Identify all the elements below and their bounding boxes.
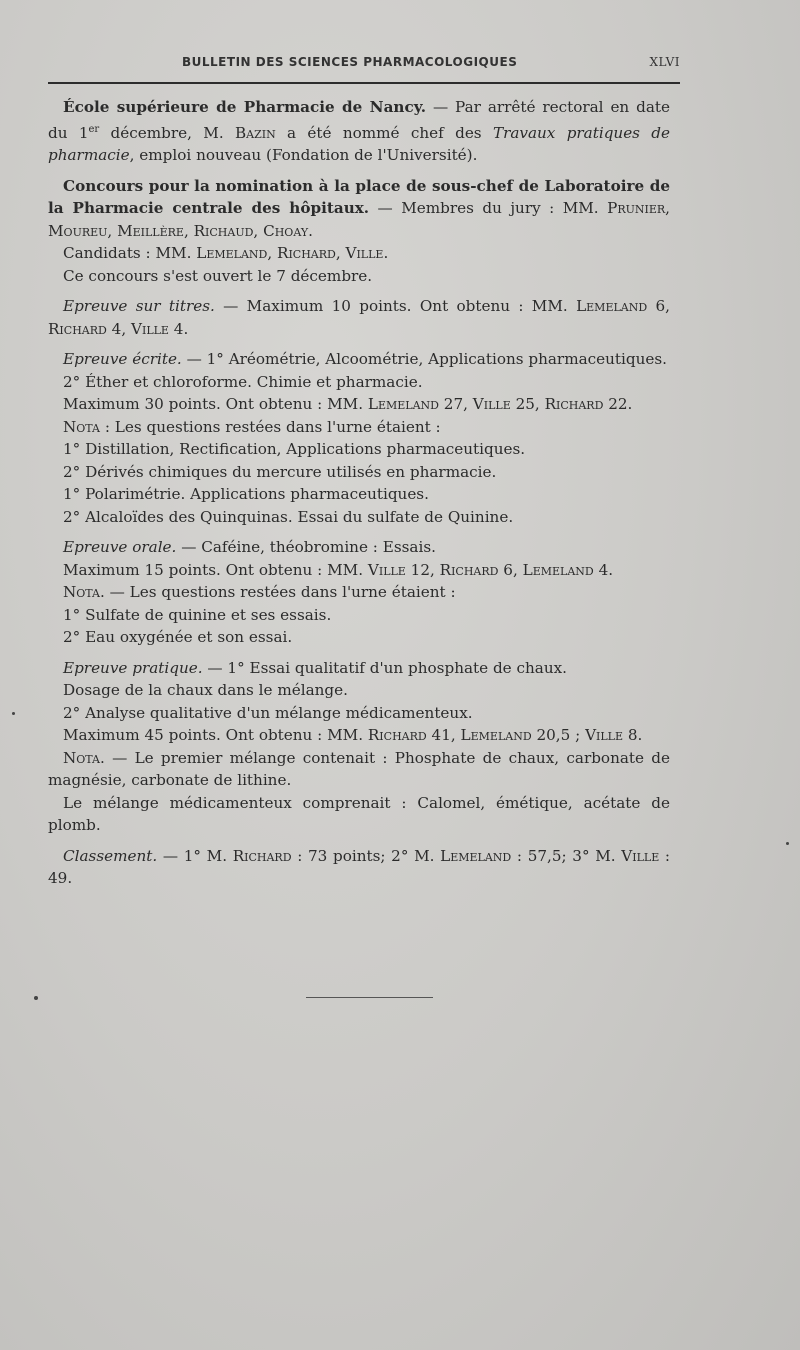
ecrite-paragraph: Epreuve écrite. — 1° Aréométrie, Alcoométrie, Applications pharmaceutiques. [63, 350, 667, 369]
ink-speck [786, 842, 789, 845]
ecrite-question: 2° Dérivés chimiques du mercure utilisés en pharmacie. [63, 462, 497, 481]
orale-results: Maximum 15 points. Ont obtenu : MM. Ville 12, Richard 6, Lemeland 4. [63, 560, 614, 579]
ecrite-results: Maximum 30 points. Ont obtenu : MM. Lemeland 27, Ville 25, Richard 22. [63, 395, 633, 414]
orale-nota: Nota. — Les questions restées dans l'urne étaient : [63, 583, 456, 602]
ecrite-question: 2° Alcaloïdes des Quinquinas. Essai du sulfate de Quinine. [63, 507, 514, 526]
orale-label: Epreuve orale. [63, 538, 177, 557]
running-header [48, 52, 680, 76]
header-rule [48, 82, 680, 84]
nancy-heading: École supérieure de Pharmacie de Nancy. [63, 98, 427, 116]
ecrite-line: 2° Éther et chloroforme. Chimie et pharmacie. [63, 372, 423, 391]
ecrite-label: Epreuve écrite. [63, 350, 182, 369]
pratique-line: 2° Analyse qualitative d'un mélange médicamenteux. [63, 703, 473, 722]
classement-label: Classement. [63, 846, 158, 865]
ink-speck [12, 712, 15, 715]
orale-question: 1° Sulfate de quinine et ses essais. [63, 605, 332, 624]
ecrite-nota: Nota : Les questions restées dans l'urne étaient : [63, 417, 441, 436]
page-number: XLVI [649, 55, 680, 69]
pratique-paragraph: Epreuve pratique. — 1° Essai qualitatif d'un phosphate de chaux. [63, 658, 568, 677]
nancy-paragraph: École supérieure de Pharmacie de Nancy. — Par arrêté rectoral en date du 1er décembre, M. Bazin a été nommé chef des Travaux pratiques de pharmacie, emploi nouveau (Fondation de l'Université). [48, 98, 671, 165]
journal-title: BULLETIN DES SCIENCES PHARMACOLOGIQUES [182, 55, 518, 69]
ecrite-question: 1° Distillation, Rectification, Applications pharmaceutiques. [63, 440, 526, 459]
ecrite-question: 1° Polarimétrie. Applications pharmaceutiques. [63, 485, 429, 504]
orale-paragraph: Epreuve orale. — Caféine, théobromine : Essais. [63, 538, 436, 557]
candidats-line: Candidats : MM. Lemeland, Richard, Ville. [63, 244, 389, 263]
jury-names: Prunier, Moureu, Meillère, Richaud, Choay. [48, 199, 670, 240]
closing-rule [306, 997, 433, 998]
pratique-second: Le mélange médicamenteux comprenait : Calomel, émétique, acétate de plomb. [48, 793, 670, 835]
pratique-nota: Nota. — Le premier mélange contenait : Phosphate de chaux, carbonate de magnésie, carbonate de lithine. [48, 748, 670, 790]
ouverture-line: Ce concours s'est ouvert le 7 décembre. [63, 266, 373, 285]
concours-heading: Concours pour la nomination à la place de sous-chef de Laboratoire de la Pharmacie centrale des hôpitaux. [48, 176, 670, 218]
article-body [48, 96, 670, 890]
person-name: Bazin [234, 123, 276, 142]
concours-paragraph: Concours pour la nomination à la place de sous-chef de Laboratoire de la Pharmacie centrale des hôpitaux. — Membres du jury : MM. Prunier, Moureu, Meillère, Richaud, Choay. [48, 176, 670, 240]
ink-speck [34, 996, 38, 1000]
titres-label: Epreuve sur titres. [63, 297, 215, 316]
classement-paragraph: Classement. — 1° M. Richard : 73 points; 2° M. Lemeland : 57,5; 3° M. Ville : 49. [48, 846, 671, 888]
titres-paragraph: Epreuve sur titres. — Maximum 10 points. Ont obtenu : MM. Lemeland 6, Richard 4, Ville 4. [48, 297, 670, 338]
pratique-label: Epreuve pratique. [63, 658, 203, 677]
orale-question: 2° Eau oxygénée et son essai. [63, 628, 293, 647]
pratique-results: Maximum 45 points. Ont obtenu : MM. Richard 41, Lemeland 20,5 ; Ville 8. [63, 726, 643, 745]
pratique-line: Dosage de la chaux dans le mélange. [63, 681, 348, 700]
